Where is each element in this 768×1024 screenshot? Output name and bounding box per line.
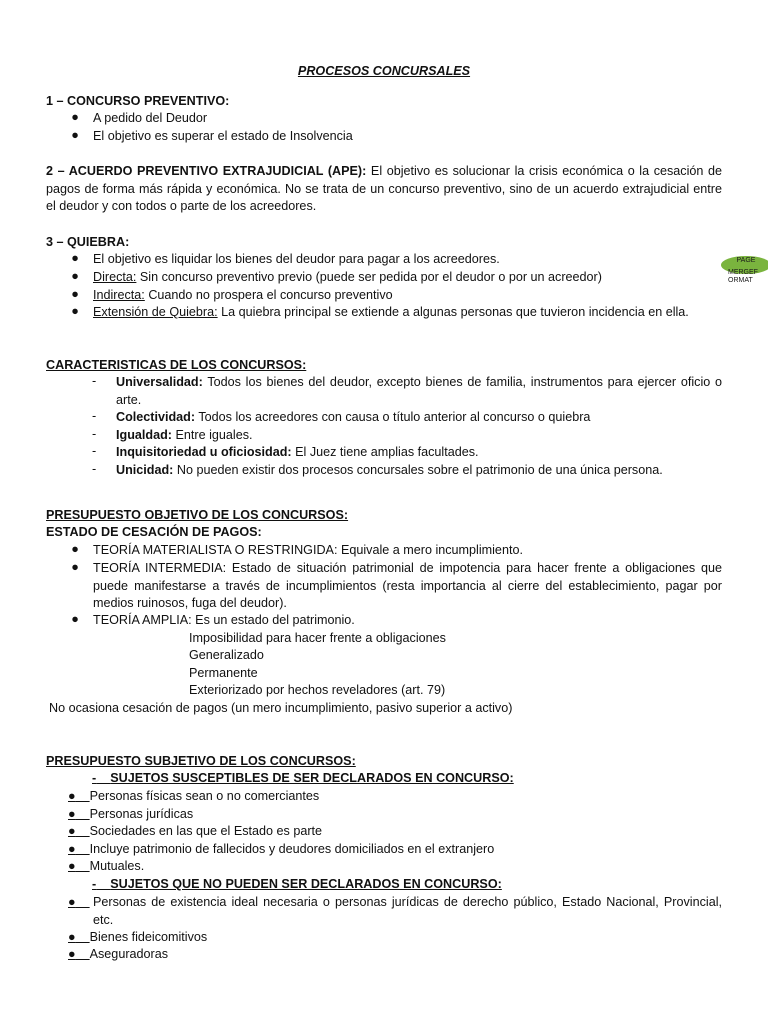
list-item — [116, 444, 479, 462]
list-item — [116, 409, 590, 427]
subjective-subheading-1 — [92, 770, 514, 788]
bullet-glyph: ● — [68, 842, 76, 856]
dash-icon: - — [92, 771, 97, 785]
bullet-glyph: ● — [68, 859, 76, 873]
bullet-icon: ● — [71, 304, 79, 318]
list-item — [68, 858, 144, 876]
bullet-icon: ● — [71, 287, 79, 301]
section-1-heading: 1 – CONCURSO PREVENTIVO: — [46, 94, 230, 108]
bullet-icon — [68, 947, 90, 961]
section-2-paragraph — [46, 163, 722, 216]
list-item — [116, 374, 722, 409]
item-text: La quiebra principal se extiende a algunas personas que tuvieron incidencia en ella. — [221, 305, 689, 319]
item-text: Cuando no prospera el concurso preventivo — [148, 288, 393, 302]
objective-heading: PRESUPUESTO OBJETIVO DE LOS CONCURSOS: — [46, 508, 349, 522]
objective-subheading: ESTADO DE CESACIÓN DE PAGOS: — [46, 525, 262, 539]
subjective-heading: PRESUPUESTO SUBJETIVO DE LOS CONCURSOS: — [46, 754, 356, 768]
list-item — [93, 287, 393, 305]
list-item — [68, 788, 319, 806]
document-title: PROCESOS CONCURSALES — [297, 64, 471, 78]
page-field-format: MERGEFORMAT — [728, 269, 758, 284]
bullet-icon: ● — [71, 560, 79, 574]
item-label: Colectividad: — [116, 410, 196, 424]
item-text: Personas jurídicas — [89, 807, 194, 821]
sub-item: Generalizado — [189, 648, 264, 662]
item-text: Personas físicas sean o no comerciantes — [89, 789, 320, 803]
item-text: Aseguradoras — [89, 947, 169, 961]
sub-item: Permanente — [189, 666, 258, 680]
list-item — [116, 462, 663, 480]
bullet-glyph: ● — [68, 807, 76, 821]
bullet-glyph: ● — [68, 895, 76, 909]
bullet-icon — [68, 930, 90, 944]
item-text: No pueden existir dos procesos concursales sobre el patrimonio de una única persona. — [176, 463, 663, 477]
subjective-subheading-2 — [92, 876, 502, 894]
list-item: TEORÍA AMPLIA: Es un estado del patrimonio. — [93, 613, 355, 627]
subheading-text: SUJETOS QUE NO PUEDEN SER DECLARADOS EN CONCURSO: — [110, 877, 502, 891]
dash-icon: - — [92, 444, 97, 458]
bullet-icon: ● — [71, 251, 79, 265]
dash-icon: - — [92, 409, 97, 423]
list-item — [68, 929, 207, 947]
item-label: Directa: — [93, 270, 137, 284]
bullet-icon: ● — [71, 612, 79, 626]
list-item: El objetivo es superar el estado de Insolvencia — [93, 129, 353, 143]
item-text: Sociedades en las que el Estado es parte — [89, 824, 323, 838]
bullet-icon: ● — [71, 542, 79, 556]
item-text: El Juez tiene amplias facultades. — [295, 445, 479, 459]
sub-item: Exteriorizado por hechos reveladores (art. 79) — [189, 683, 446, 697]
item-text: Todos los bienes del deudor, excepto bienes de familia, instrumentos para ejercer oficio o arte. — [116, 375, 722, 407]
section-2-heading: 2 – ACUERDO PREVENTIVO EXTRAJUDICIAL (APE): — [46, 164, 367, 178]
item-label: Extensión de Quiebra: — [93, 305, 218, 319]
item-label: Universalidad: — [116, 375, 203, 389]
section-3-heading: 3 – QUIEBRA: — [46, 235, 130, 249]
bullet-icon: ● — [71, 128, 79, 142]
list-item — [68, 806, 193, 824]
bullet-icon — [68, 859, 90, 873]
sub-item: Imposibilidad para hacer frente a obligaciones — [189, 631, 446, 645]
item-text: Bienes fideicomitivos — [89, 930, 208, 944]
list-item — [93, 269, 602, 287]
list-item — [68, 946, 168, 964]
item-label: Indirecta: — [93, 288, 145, 302]
subheading-text: SUJETOS SUSCEPTIBLES DE SER DECLARADOS EN CONCURSO: — [110, 771, 514, 785]
list-item — [68, 823, 322, 841]
list-item: TEORÍA INTERMEDIA: Estado de situación patrimonial de impotencia para hacer frente a obligaciones que puede manifestarse a través de incumplimientos (resta importancia al cierre del establecimiento, pagar por medios ruinosos, fuga del deudor). — [93, 561, 722, 610]
dash-icon: - — [92, 877, 97, 891]
bullet-icon: ● — [71, 110, 79, 124]
bullet-glyph: ● — [68, 789, 76, 803]
list-item: Personas de existencia ideal necesaria o personas jurídicas de derecho público, Estado Nacional, Provincial, etc. — [93, 895, 722, 927]
bullet-icon — [68, 789, 90, 803]
item-label: Inquisitoriedad u oficiosidad: — [116, 445, 292, 459]
note-text: No ocasiona cesación de pagos (un mero incumplimiento, pasivo superior a activo) — [49, 701, 513, 715]
item-text: Sin concurso preventivo previo (puede ser pedida por el deudor o por un acreedor) — [139, 270, 602, 284]
dash-icon: - — [92, 374, 97, 388]
list-item: TEORÍA MATERIALISTA O RESTRINGIDA: Equivale a mero incumplimiento. — [93, 543, 523, 557]
list-item — [116, 427, 253, 445]
list-item: El objetivo es liquidar los bienes del deudor para pagar a los acreedores. — [93, 252, 500, 266]
bullet-icon — [68, 824, 90, 838]
characteristics-heading: CARACTERISTICAS DE LOS CONCURSOS: — [46, 358, 307, 372]
bullet-icon — [68, 842, 90, 856]
list-item: A pedido del Deudor — [93, 111, 208, 125]
item-text: Entre iguales. — [175, 428, 253, 442]
item-label: Unicidad: — [116, 463, 174, 477]
bullet-glyph: ● — [68, 930, 76, 944]
bullet-icon: ● — [71, 269, 79, 283]
bullet-icon — [68, 894, 90, 912]
item-label: Igualdad: — [116, 428, 172, 442]
list-item — [93, 304, 689, 322]
bullet-icon — [68, 807, 90, 821]
dash-icon: - — [92, 427, 97, 441]
list-item — [68, 841, 494, 859]
bullet-glyph: ● — [68, 824, 76, 838]
item-text: Mutuales. — [89, 859, 145, 873]
item-text: Incluye patrimonio de fallecidos y deudores domiciliados en el extranjero — [89, 842, 495, 856]
page-field-badge: PAGE — [721, 256, 768, 274]
item-text: Todos los acreedores con causa o título anterior al concurso o quiebra — [198, 410, 591, 424]
section-2-text: El objetivo es solucionar la crisis económica o la cesación de pagos de forma más rápida y económica. No se trata de un concurso preventivo, sino de un acuerdo extrajudicial entre el deudor y con todos o parte de los acreedores. — [46, 164, 722, 213]
dash-icon: - — [92, 462, 97, 476]
bullet-glyph: ● — [68, 947, 76, 961]
